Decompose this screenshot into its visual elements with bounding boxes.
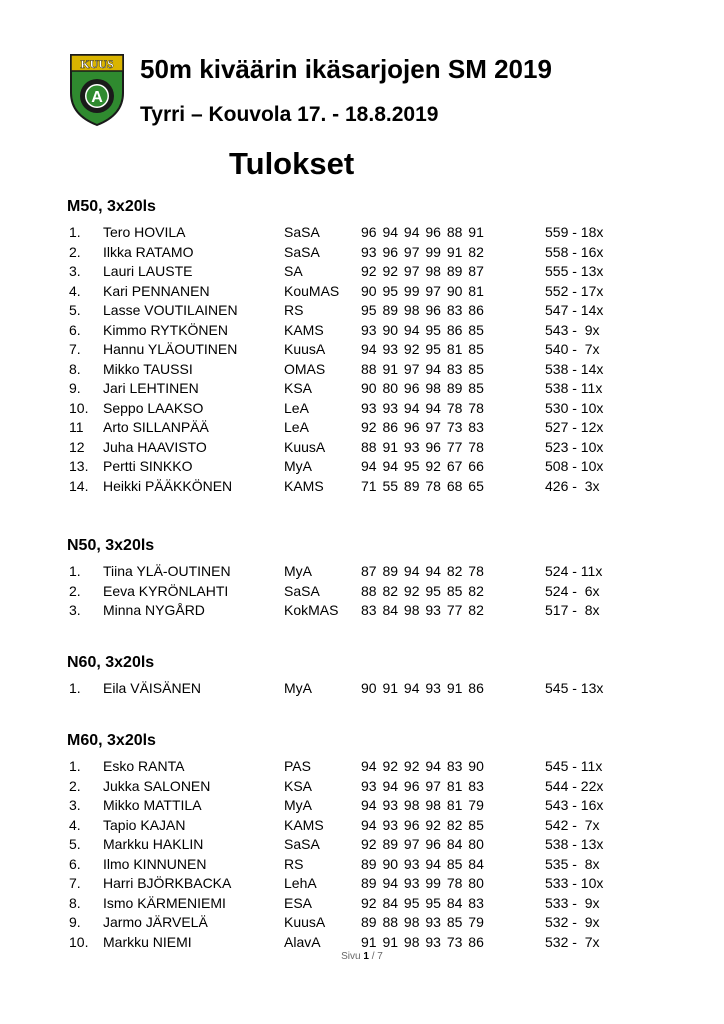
page-footer <box>0 951 724 962</box>
rank-cell: 1. <box>69 758 81 774</box>
name-cell: Mikko MATTILA <box>103 797 202 813</box>
total-cell: 426 - 3x <box>545 477 600 494</box>
result-row <box>0 778 724 798</box>
results-table <box>0 224 724 497</box>
result-row <box>0 302 724 322</box>
total-cell: 540 - 7x <box>545 341 600 357</box>
name-cell: Esko RANTA <box>103 758 185 774</box>
rank-cell: 1. <box>69 563 81 579</box>
result-row <box>0 797 724 817</box>
rank-cell: 2. <box>69 243 81 260</box>
series-scores-cell: 92 89 97 96 84 80 <box>361 836 484 852</box>
club-cell: KSA <box>284 380 313 396</box>
name-cell: Minna NYGÅRD <box>103 602 205 618</box>
total-cell: 532 - 7x <box>545 933 600 950</box>
total-cell: 523 - 10x <box>545 438 604 455</box>
name-cell: Harri BJÖRKBACKA <box>103 875 232 891</box>
series-scores-cell: 83 84 98 93 77 82 <box>361 602 484 618</box>
club-cell: KuusA <box>284 341 326 357</box>
name-cell: Lasse VOUTILAINEN <box>103 302 238 318</box>
result-row <box>0 244 724 264</box>
name-cell: Kimmo RYTKÖNEN <box>103 321 228 338</box>
total-cell: 559 - 18x <box>545 224 604 240</box>
total-cell: 533 - 10x <box>545 875 604 891</box>
rank-cell: 3. <box>69 263 81 279</box>
rank-cell: 1. <box>69 680 81 696</box>
club-cell: LeA <box>284 399 309 416</box>
total-cell: 544 - 22x <box>545 777 604 794</box>
section-title: N60, 3x20ls <box>67 654 155 671</box>
total-cell: 558 - 16x <box>545 243 604 260</box>
rank-cell: 9. <box>69 380 81 396</box>
total-cell: 543 - 16x <box>545 797 604 813</box>
rank-cell: 7. <box>69 341 81 357</box>
page-title: 50m kiväärin ikäsarjojen SM 2019 <box>140 54 552 84</box>
name-cell: Markku HAKLIN <box>103 836 204 852</box>
total-cell: 532 - 9x <box>545 914 600 930</box>
footer-label: Sivu <box>341 951 361 962</box>
name-cell: Seppo LAAKSO <box>103 399 204 416</box>
series-scores-cell: 94 94 95 92 67 66 <box>361 458 484 474</box>
logo-letter: A <box>91 89 103 106</box>
series-scores-cell: 89 90 93 94 85 84 <box>361 855 484 872</box>
series-scores-cell: 90 80 96 98 89 85 <box>361 380 484 396</box>
total-cell: 545 - 11x <box>545 758 603 774</box>
rank-cell: 11 <box>69 419 84 435</box>
total-cell: 547 - 14x <box>545 302 604 318</box>
section-title: M50, 3x20ls <box>67 198 156 215</box>
rank-cell: 7. <box>69 875 81 891</box>
rank-cell: 2. <box>69 582 81 599</box>
series-scores-cell: 92 92 97 98 89 87 <box>361 263 484 279</box>
name-cell: Eila VÄISÄNEN <box>103 680 202 696</box>
rank-cell: 2. <box>69 777 81 794</box>
rank-cell: 13. <box>69 458 89 474</box>
results-heading: Tulokset <box>229 146 355 181</box>
series-scores-cell: 92 84 95 95 84 83 <box>361 894 484 911</box>
series-scores-cell: 93 93 94 94 78 78 <box>361 399 484 416</box>
total-cell: 530 - 10x <box>545 399 604 416</box>
rank-cell: 8. <box>69 360 81 377</box>
result-row <box>0 583 724 603</box>
rank-cell: 10. <box>69 399 89 416</box>
result-row <box>0 758 724 778</box>
series-scores-cell: 88 82 92 95 85 82 <box>361 582 484 599</box>
club-cell: KSA <box>284 777 313 794</box>
total-cell: 552 - 17x <box>545 282 604 299</box>
series-scores-cell: 88 91 93 96 77 78 <box>361 438 484 455</box>
series-scores-cell: 93 94 96 97 81 83 <box>361 777 484 794</box>
section-title: M60, 3x20ls <box>67 732 156 749</box>
total-cell: 542 - 7x <box>545 816 600 833</box>
footer-total: 7 <box>377 951 383 962</box>
series-scores-cell: 94 93 98 98 81 79 <box>361 797 484 813</box>
name-cell: Tiina YLÄ-OUTINEN <box>103 563 231 579</box>
name-cell: Jarmo JÄRVELÄ <box>103 914 208 930</box>
name-cell: Eeva KYRÖNLAHTI <box>103 582 229 599</box>
result-row <box>0 563 724 583</box>
club-cell: RS <box>284 855 304 872</box>
series-scores-cell: 94 93 92 95 81 85 <box>361 341 484 357</box>
name-cell: Tapio KAJAN <box>103 816 186 833</box>
name-cell: Lauri LAUSTE <box>103 263 193 279</box>
name-cell: Markku NIEMI <box>103 933 192 950</box>
result-row <box>0 224 724 244</box>
result-row <box>0 680 724 700</box>
club-cell: RS <box>284 302 304 318</box>
club-cell: KouMAS <box>284 282 340 299</box>
rank-cell: 6. <box>69 321 81 338</box>
club-cell: LeA <box>284 419 309 435</box>
result-row <box>0 836 724 856</box>
series-scores-cell: 91 91 98 93 73 86 <box>361 933 484 950</box>
total-cell: 533 - 9x <box>545 894 600 911</box>
total-cell: 524 - 11x <box>545 563 603 579</box>
total-cell: 545 - 13x <box>545 680 604 696</box>
total-cell: 538 - 13x <box>545 836 604 852</box>
club-cell: KAMS <box>284 816 324 833</box>
result-row <box>0 602 724 622</box>
club-cell: LehA <box>284 875 317 891</box>
series-scores-cell: 94 93 96 92 82 85 <box>361 816 484 833</box>
total-cell: 535 - 8x <box>545 855 600 872</box>
result-row <box>0 817 724 837</box>
results-table <box>0 563 724 622</box>
result-row <box>0 439 724 459</box>
club-cell: KAMS <box>284 477 324 494</box>
club-cell: MyA <box>284 680 312 696</box>
club-cell: MyA <box>284 563 312 579</box>
club-cell: KuusA <box>284 438 326 455</box>
result-row <box>0 361 724 381</box>
total-cell: 524 - 6x <box>545 582 600 599</box>
series-scores-cell: 71 55 89 78 68 65 <box>361 477 484 494</box>
rank-cell: 8. <box>69 894 81 911</box>
rank-cell: 5. <box>69 302 81 318</box>
rank-cell: 4. <box>69 816 81 833</box>
name-cell: Tero HOVILA <box>103 224 186 240</box>
result-row <box>0 263 724 283</box>
club-cell: MyA <box>284 797 312 813</box>
name-cell: Jari LEHTINEN <box>103 380 199 396</box>
series-scores-cell: 93 96 97 99 91 82 <box>361 243 484 260</box>
series-scores-cell: 92 86 96 97 73 83 <box>361 419 484 435</box>
rank-cell: 14. <box>69 477 89 494</box>
results-table <box>0 758 724 953</box>
result-row <box>0 380 724 400</box>
club-cell: ESA <box>284 894 313 911</box>
results-table <box>0 680 724 700</box>
club-cell: OMAS <box>284 360 326 377</box>
name-cell: Juha HAAVISTO <box>103 438 207 455</box>
total-cell: 517 - 8x <box>545 602 600 618</box>
total-cell: 538 - 11x <box>545 380 603 396</box>
name-cell: Ilkka RATAMO <box>103 243 194 260</box>
club-cell: KAMS <box>284 321 324 338</box>
club-cell: SaSA <box>284 243 320 260</box>
total-cell: 555 - 13x <box>545 263 604 279</box>
series-scores-cell: 93 90 94 95 86 85 <box>361 321 484 338</box>
rank-cell: 5. <box>69 836 81 852</box>
name-cell: Hannu YLÄOUTINEN <box>103 341 238 357</box>
club-cell: MyA <box>284 458 312 474</box>
name-cell: Ilmo KINNUNEN <box>103 855 207 872</box>
rank-cell: 9. <box>69 914 81 930</box>
club-logo <box>67 53 127 127</box>
series-scores-cell: 90 95 99 97 90 81 <box>361 282 484 299</box>
result-row <box>0 458 724 478</box>
series-scores-cell: 87 89 94 94 82 78 <box>361 563 484 579</box>
name-cell: Mikko TAUSSI <box>103 360 193 377</box>
club-cell: SaSA <box>284 836 320 852</box>
series-scores-cell: 89 94 93 99 78 80 <box>361 875 484 891</box>
club-cell: KokMAS <box>284 602 339 618</box>
result-row <box>0 419 724 439</box>
logo-text: KUUS <box>80 57 114 71</box>
name-cell: Heikki PÄÄKKÖNEN <box>103 477 233 494</box>
name-cell: Arto SILLANPÄÄ <box>103 419 209 435</box>
rank-cell: 6. <box>69 855 81 872</box>
rank-cell: 1. <box>69 224 81 240</box>
rank-cell: 10. <box>69 933 89 950</box>
series-scores-cell: 89 88 98 93 85 79 <box>361 914 484 930</box>
club-cell: SaSA <box>284 224 320 240</box>
name-cell: Jukka SALONEN <box>103 777 211 794</box>
rank-cell: 12 <box>69 438 85 455</box>
result-row <box>0 478 724 498</box>
result-row <box>0 322 724 342</box>
rank-cell: 3. <box>69 797 81 813</box>
result-row <box>0 895 724 915</box>
result-row <box>0 875 724 895</box>
series-scores-cell: 90 91 94 93 91 86 <box>361 680 484 696</box>
page-subtitle: Tyrri – Kouvola 17. - 18.8.2019 <box>140 103 439 126</box>
name-cell: Ismo KÄRMENIEMI <box>103 894 226 911</box>
total-cell: 543 - 9x <box>545 321 600 338</box>
rank-cell: 4. <box>69 282 81 299</box>
club-cell: KuusA <box>284 914 326 930</box>
result-row <box>0 400 724 420</box>
section-title: N50, 3x20ls <box>67 537 155 554</box>
series-scores-cell: 96 94 94 96 88 91 <box>361 224 484 240</box>
name-cell: Kari PENNANEN <box>103 282 210 299</box>
result-row <box>0 341 724 361</box>
result-row <box>0 914 724 934</box>
footer-page: 1 <box>363 951 369 962</box>
club-cell: SA <box>284 263 303 279</box>
total-cell: 538 - 14x <box>545 360 604 377</box>
result-row <box>0 856 724 876</box>
result-row <box>0 283 724 303</box>
rank-cell: 3. <box>69 602 81 618</box>
series-scores-cell: 95 89 98 96 83 86 <box>361 302 484 318</box>
series-scores-cell: 88 91 97 94 83 85 <box>361 360 484 377</box>
total-cell: 508 - 10x <box>545 458 604 474</box>
name-cell: Pertti SINKKO <box>103 458 193 474</box>
series-scores-cell: 94 92 92 94 83 90 <box>361 758 484 774</box>
club-cell: PAS <box>284 758 311 774</box>
club-cell: SaSA <box>284 582 320 599</box>
total-cell: 527 - 12x <box>545 419 604 435</box>
footer-separator: / <box>371 951 375 962</box>
club-cell: AlavA <box>284 933 321 950</box>
